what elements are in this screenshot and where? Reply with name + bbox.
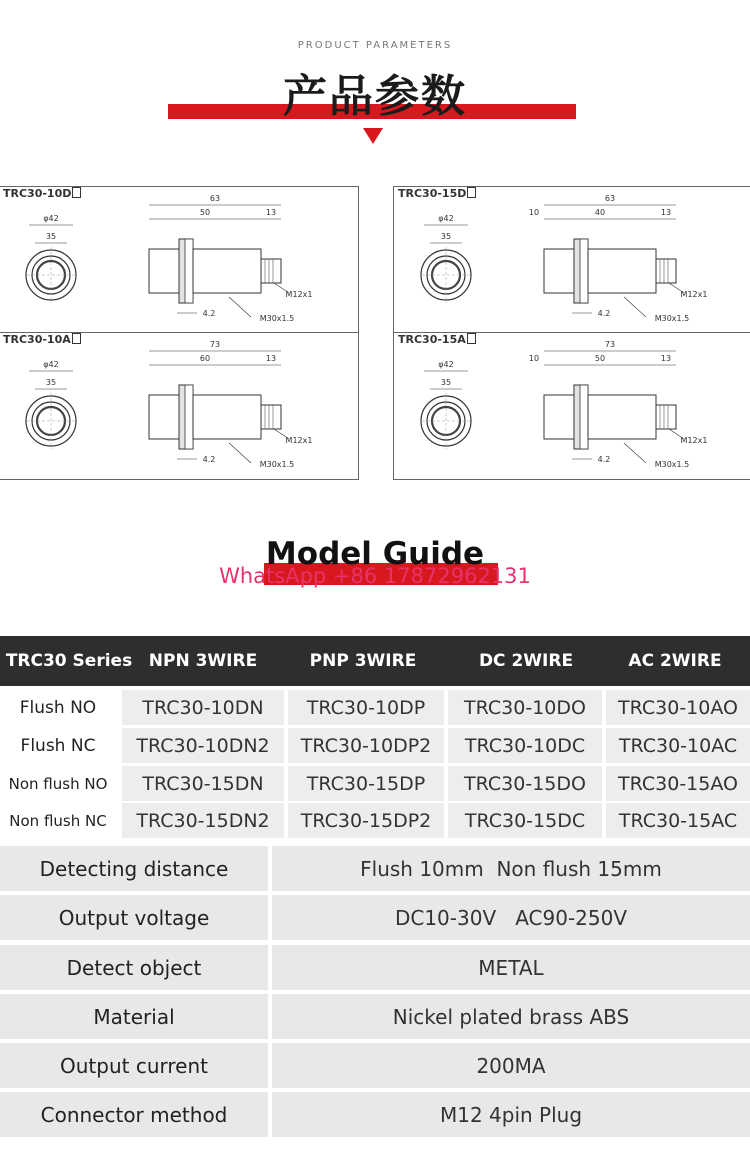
- leader-line: [229, 297, 251, 317]
- whatsapp-watermark: WhatsApp +86 17872962131: [219, 564, 531, 588]
- spec-value: Flush 10mm Non flush 15mm: [272, 846, 750, 891]
- drawing-panel-4: [393, 332, 750, 480]
- thread-m12-label: M12x1: [285, 290, 313, 299]
- sensor-front: [544, 249, 574, 293]
- model-cell: TRC30-15DN: [122, 766, 284, 801]
- diameter-label: φ42: [438, 214, 454, 223]
- model-cell: TRC30-15AC: [606, 803, 750, 838]
- sensor-drawing: [394, 187, 750, 333]
- section-subtitle: PRODUCT PARAMETERS: [297, 40, 453, 51]
- model-tag-label: TRC30-15A: [398, 333, 466, 346]
- model-cell: TRC30-15AO: [606, 766, 750, 801]
- model-cell: TRC30-10DP2: [288, 728, 444, 763]
- nut-thickness-label: 4.2: [202, 309, 216, 318]
- connector-plug: [656, 259, 676, 283]
- sensor-body: [193, 395, 261, 439]
- model-tag: [0, 187, 85, 200]
- body-length-label: 50: [594, 354, 606, 363]
- square-box-icon: [467, 333, 476, 344]
- model-tag-label: TRC30-10A: [3, 333, 71, 346]
- thread-m12-label: M12x1: [680, 290, 708, 299]
- row-label: Flush NC: [0, 728, 116, 763]
- diameter-label: φ42: [438, 360, 454, 369]
- model-guide-title: Model Guide: [265, 536, 485, 572]
- down-arrow-icon: [363, 128, 383, 144]
- inner-diameter-label: 35: [45, 232, 57, 241]
- thread-m12-label: M12x1: [680, 436, 708, 445]
- tail-length-label: 13: [660, 208, 672, 217]
- tail-length-label: 13: [265, 208, 277, 217]
- header-npn: NPN 3WIRE: [148, 651, 258, 671]
- tail-length-label: 13: [660, 354, 672, 363]
- diameter-label: φ42: [43, 214, 59, 223]
- body-length-label: 40: [594, 208, 606, 217]
- inner-diameter-label: 35: [45, 378, 57, 387]
- connector-plug: [261, 259, 281, 283]
- row-label: Non flush NO: [0, 766, 116, 801]
- model-cell: TRC30-10DC: [448, 728, 602, 763]
- spec-label: Connector method: [0, 1092, 268, 1137]
- model-cell: TRC30-15DO: [448, 766, 602, 801]
- drawing-panel-3: [0, 332, 359, 480]
- front-length-label: 10: [528, 208, 540, 217]
- spec-label: Output voltage: [0, 895, 268, 940]
- nut-2: [185, 385, 193, 449]
- spec-value: DC10-30V AC90-250V: [272, 895, 750, 940]
- model-cell: TRC30-10AO: [606, 690, 750, 725]
- spec-value: Nickel plated brass ABS: [272, 994, 750, 1039]
- total-length-label: 63: [604, 194, 616, 203]
- spec-value: 200MA: [272, 1043, 750, 1088]
- total-length-label: 63: [209, 194, 221, 203]
- row-label: Non flush NC: [0, 803, 116, 838]
- model-cell: TRC30-10DN: [122, 690, 284, 725]
- model-tag: [0, 333, 85, 346]
- nut-thickness-label: 4.2: [202, 455, 216, 464]
- sensor-front: [149, 395, 179, 439]
- model-tag: [394, 333, 480, 346]
- model-tag-label: TRC30-15D: [398, 187, 467, 200]
- sensor-front: [544, 395, 574, 439]
- spec-label: Detect object: [0, 945, 268, 990]
- header-dc: DC 2WIRE: [478, 651, 574, 671]
- nut-2: [185, 239, 193, 303]
- row-label: Flush NO: [0, 690, 116, 725]
- inner-diameter-label: 35: [440, 378, 452, 387]
- header-ac: AC 2WIRE: [628, 651, 722, 671]
- model-cell: TRC30-15DP2: [288, 803, 444, 838]
- thread-m30-label: M30x1.5: [654, 460, 690, 469]
- inner-diameter-label: 35: [440, 232, 452, 241]
- model-cell: TRC30-15DC: [448, 803, 602, 838]
- sensor-body: [193, 249, 261, 293]
- nut-thickness-label: 4.2: [597, 455, 611, 464]
- thread-m30-label: M30x1.5: [259, 314, 295, 323]
- model-tag-label: TRC30-10D: [3, 187, 72, 200]
- model-cell: TRC30-10DN2: [122, 728, 284, 763]
- thread-m30-label: M30x1.5: [259, 460, 295, 469]
- body-length-label: 50: [199, 208, 211, 217]
- model-cell: TRC30-10DP: [288, 690, 444, 725]
- nut-2: [580, 239, 588, 303]
- square-box-icon: [72, 187, 81, 198]
- spec-label: Material: [0, 994, 268, 1039]
- connector-plug: [261, 405, 281, 429]
- square-box-icon: [72, 333, 81, 344]
- leader-line: [229, 443, 251, 463]
- tail-length-label: 13: [265, 354, 277, 363]
- model-cell: TRC30-10DO: [448, 690, 602, 725]
- thread-m30-label: M30x1.5: [654, 314, 690, 323]
- nut-2: [580, 385, 588, 449]
- sensor-front: [149, 249, 179, 293]
- front-length-label: 10: [528, 354, 540, 363]
- spec-value: METAL: [272, 945, 750, 990]
- spec-value: M12 4pin Plug: [272, 1092, 750, 1137]
- body-length-label: 60: [199, 354, 211, 363]
- sensor-body: [588, 395, 656, 439]
- sensor-drawing: [0, 187, 358, 333]
- diameter-label: φ42: [43, 360, 59, 369]
- drawing-panel-1: [0, 186, 359, 334]
- spec-label: Output current: [0, 1043, 268, 1088]
- section-title: 产品参数: [283, 71, 467, 122]
- leader-line: [624, 297, 646, 317]
- total-length-label: 73: [604, 340, 616, 349]
- model-cell: TRC30-15DN2: [122, 803, 284, 838]
- spec-label: Detecting distance: [0, 846, 268, 891]
- total-length-label: 73: [209, 340, 221, 349]
- sensor-body: [588, 249, 656, 293]
- model-tag: [394, 187, 480, 200]
- model-cell: TRC30-15DP: [288, 766, 444, 801]
- leader-line: [624, 443, 646, 463]
- nut-thickness-label: 4.2: [597, 309, 611, 318]
- square-box-icon: [467, 187, 476, 198]
- thread-m12-label: M12x1: [285, 436, 313, 445]
- header-series: TRC30 Series: [5, 651, 133, 671]
- connector-plug: [656, 405, 676, 429]
- sensor-drawing: [394, 333, 750, 479]
- header-pnp: PNP 3WIRE: [309, 651, 417, 671]
- model-cell: TRC30-10AC: [606, 728, 750, 763]
- sensor-drawing: [0, 333, 358, 479]
- drawing-panel-2: [393, 186, 750, 334]
